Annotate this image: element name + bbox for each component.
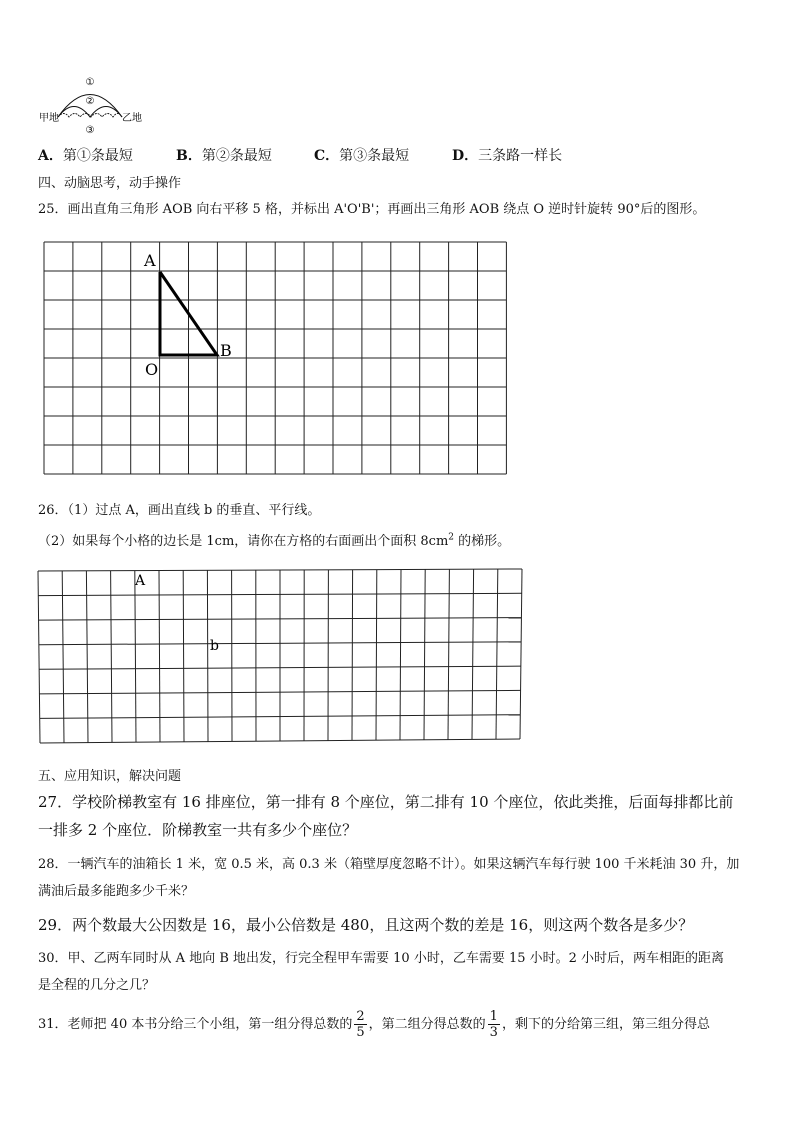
q26-part1: 26．（1）过点 A，画出直线 b 的垂直、平行线。 <box>38 503 321 518</box>
grid-line <box>424 569 425 739</box>
grid-line <box>135 571 136 743</box>
q26-part2: （2）如果每个小格的边长是 1cm，请你在方格的右面画出个面积 $8cm^2$ 的梯形。 <box>38 532 511 549</box>
route-figure <box>38 74 150 138</box>
route-2-label: ② <box>85 96 95 107</box>
q30-line1: 30．甲、乙两车同时从 A 地向 B 地出发，行完全程甲车需要 10 小时，乙车需要 15 小时。2 小时后，两车相距的距离 <box>38 951 725 966</box>
grid-line <box>472 569 474 739</box>
route-1-label: ① <box>85 77 95 88</box>
route-3-label: ③ <box>85 125 95 136</box>
q28-line1: 28．一辆汽车的油箱长 1 米，宽 0.5 米，高 0.3 米（箱壁厚度忽略不计）。如果这辆汽车每行驶 100 千米耗油 30 升，加 <box>38 857 740 872</box>
section-5-title: 五、应用知识，解决问题 <box>38 769 182 784</box>
q26-grid <box>34 565 526 747</box>
q30-line2: 是全程的几分之几？ <box>38 978 156 993</box>
section-4-title: 四、动脑思考，动手操作 <box>38 176 182 191</box>
q27-line2: 一排多 2 个座位．阶梯教室一共有多少个座位？ <box>38 821 358 839</box>
start-label: 甲地 <box>39 113 59 124</box>
grid-line <box>352 570 353 741</box>
grid-line <box>207 570 208 741</box>
label-a: A <box>144 251 156 270</box>
option-b[interactable]: B．第②条最短 <box>176 148 272 164</box>
grid-line <box>448 569 449 739</box>
option-c[interactable]: C．第③条最短 <box>314 148 410 164</box>
grid-line <box>496 569 498 739</box>
q27-line1: 27．学校阶梯教室有 16 排座位，第一排有 8 个座位，第二排有 10 个座位，依此类推，后面每排都比前 <box>38 793 734 811</box>
grid-line <box>400 570 401 741</box>
q25-text: 25．画出直角三角形 AOB 向右平移 5 格，并标出 A'O'B'；再画出三角形 AOB 绕点 O 逆时针旋转 90°后的图形。 <box>38 202 706 217</box>
label-o: O <box>145 360 159 379</box>
grid-line <box>38 571 40 743</box>
grid-line <box>376 570 377 741</box>
grid-line <box>183 570 184 741</box>
q28-line2: 满油后最多能跑多少千米？ <box>38 884 195 899</box>
grid-line <box>111 571 112 743</box>
grid-line <box>86 571 88 743</box>
q29-text: 29．两个数最大公因数是 16，最小公倍数是 480，且这两个数的差是 16，则这两个数各是多少？ <box>38 916 694 934</box>
grid-line <box>159 571 160 743</box>
grid-line <box>62 571 64 743</box>
label-b: B <box>220 341 232 360</box>
route-2-arcs <box>58 107 122 118</box>
q31-text: 31．老师把 40 本书分给三个小组，第一组分得总数的 $\frac{2}{5}$ ，第二组分得总数的 $\frac{1}{3}$ ，剩下的分给第三组，第三组分得总 <box>38 1009 710 1040</box>
end-label: 乙地 <box>122 113 142 124</box>
fraction-two-fifths: $\frac{2}{5}$ <box>356 1009 365 1040</box>
option-a[interactable]: A．第①条最短 <box>38 148 133 164</box>
fraction-one-third: $\frac{1}{3}$ <box>489 1009 498 1040</box>
option-d[interactable]: D．三条路一样长 <box>452 148 563 164</box>
label-a-26: A <box>135 573 146 589</box>
label-b-26: b <box>210 638 219 654</box>
q25-grid <box>40 238 512 478</box>
grid-line <box>520 569 522 739</box>
